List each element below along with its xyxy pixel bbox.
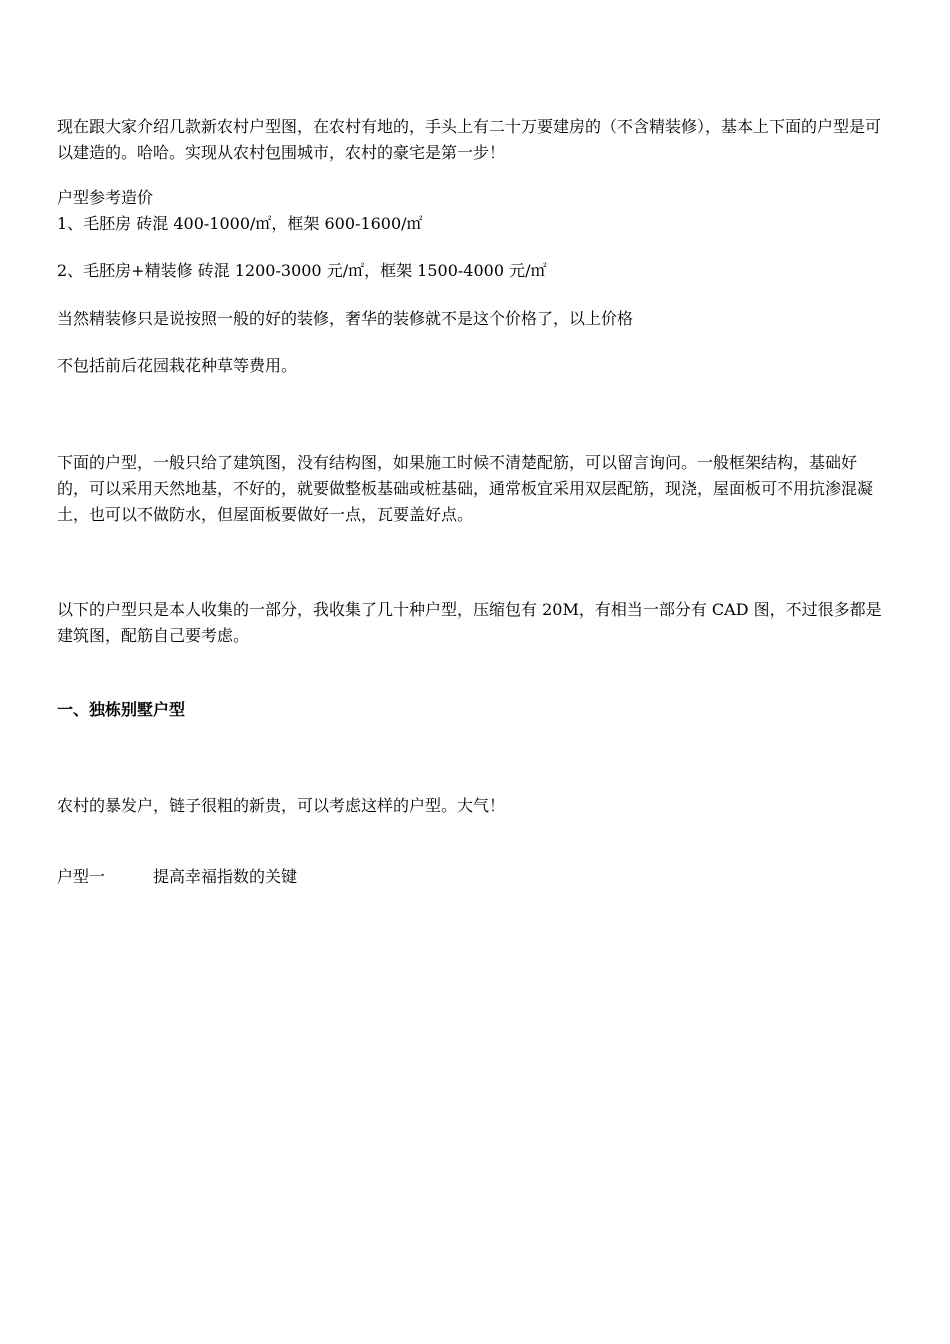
document-page (57, 0, 885, 1344)
price-note-1: 当然精装修只是说按照一般的好的装修，奢华的装修就不是这个价格了，以上价格 (57, 309, 634, 328)
house-type-label: 户型一 (57, 867, 106, 886)
intro-paragraph: 现在跟大家介绍几款新农村户型图，在农村有地的，手头上有二十万要建房的（不含精装修），基本上下面的户型是可以建造的。哈哈。实现从农村包围城市，农村的豪宅是第一步！ (57, 117, 882, 162)
structure-paragraph: 下面的户型，一般只给了建筑图，没有结构图，如果施工时候不清楚配筋，可以留言询问。一般框架结构，基础好的，可以采用天然地基，不好的，就要做整板基础或桩基础，通常板宜采用双层配筋，现浇，屋面板可不用抗渗混凝土，也可以不做防水，但屋面板要做好一点，瓦要盖好点。 (57, 453, 874, 524)
collection-paragraph: 以下的户型只是本人收集的一部分，我收集了几十种户型，压缩包有 20M，有相当一部分有 CAD 图，不过很多都是建筑图，配筋自己要考虑。 (57, 600, 882, 645)
price-note-2: 不包括前后花园栽花种草等费用。 (57, 356, 298, 375)
section-heading: 一、独栋别墅户型 (57, 700, 186, 719)
price-item-1: 1、毛胚房 砖混 400-1000/㎡，框架 600-1600/㎡ (57, 214, 423, 233)
house-type-line (57, 864, 297, 890)
price-title: 户型参考造价 (57, 188, 154, 207)
section-intro: 农村的暴发户，链子很粗的新贵，可以考虑这样的户型。大气！ (57, 796, 506, 815)
house-type-caption: 提高幸福指数的关键 (153, 867, 298, 886)
price-item-2: 2、毛胚房+精装修 砖混 1200-3000 元/㎡，框架 1500-4000 元/㎡ (57, 261, 547, 280)
